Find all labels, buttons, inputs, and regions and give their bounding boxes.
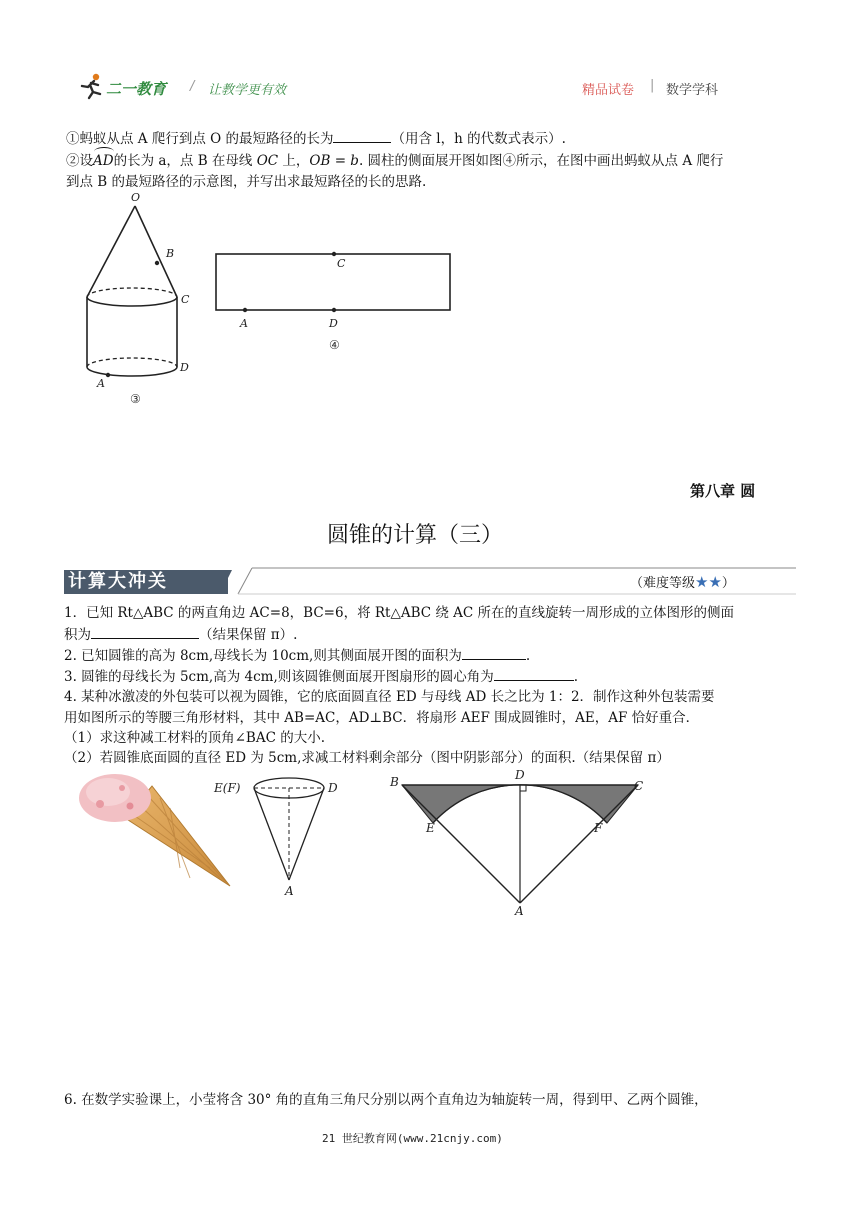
answer-blank: [91, 624, 199, 639]
tri-label-d: D: [515, 768, 525, 782]
slogan-divider: /: [190, 79, 195, 94]
fig4-caption: ④: [329, 338, 340, 352]
star-icon: ★★: [695, 573, 722, 591]
cone-label-ef: E(F): [214, 781, 241, 795]
difficulty-label: （难度等级: [630, 576, 696, 591]
q2-ob: OB = b: [309, 153, 359, 169]
header-label-boutique: 精品试卷: [582, 83, 635, 98]
q2-text-a: ②设: [66, 153, 93, 169]
slogan: 让教学更有效: [208, 83, 287, 98]
tri-label-a: A: [515, 904, 524, 916]
problem-3: [64, 666, 578, 687]
figure-3-cone-cylinder: [78, 190, 208, 410]
q1-suffix: （用含 l，h 的代数式表示）.: [391, 131, 566, 147]
p2-period: .: [525, 648, 531, 664]
problem-1-line-2: [64, 624, 297, 645]
answer-blank: [333, 128, 391, 143]
figure-4-rectangle: [208, 246, 458, 354]
p1-text-a: 积为: [64, 627, 91, 643]
problem-4-sub-2: （2）若圆锥底面圆的直径 ED 为 5cm,求减工材料剩余部分（图中阴影部分）的面积.（结果保留 π）: [64, 750, 670, 766]
runner-logo-icon: [78, 72, 106, 100]
question-2-line-1: [66, 151, 723, 171]
difficulty-rating: [630, 572, 735, 591]
header: [0, 60, 860, 110]
fig4-label-a: A: [240, 317, 248, 330]
fig3-caption: ③: [130, 392, 141, 406]
p2-text: 2. 已知圆锥的高为 8cm,母线长为 10cm,则其侧面展开图的面积为: [64, 648, 462, 664]
figure-triangle-sector: [382, 768, 652, 916]
answer-blank: [494, 666, 574, 681]
chapter-label: 第八章 圆: [690, 482, 756, 500]
q2-text-d: . 圆柱的侧面展开图如图④所示，在图中画出蚂蚁从点 A 爬行: [358, 153, 724, 169]
fig4-label-c: C: [337, 257, 346, 270]
p1-text-b: （结果保留 π）.: [199, 627, 298, 643]
fig3-label-o: O: [131, 191, 141, 204]
question-1-line: [66, 128, 566, 149]
section-banner-label: 计算大冲关: [64, 570, 228, 594]
header-label-subject: 数学学科: [666, 83, 719, 98]
q1-text: ①蚂蚁从点 A 爬行到点 O 的最短路径的长为: [66, 131, 334, 147]
cone-label-d: D: [328, 781, 338, 795]
fig3-label-d: D: [180, 361, 189, 374]
p3-period: .: [573, 669, 579, 685]
problem-4-line-2: 用如图所示的等腰三角形材料，其中 AB=AC，AD⊥BC．将扇形 AEF 围成圆锥时，AE，AF 恰好重合．: [64, 710, 700, 726]
header-bar: |: [650, 78, 655, 93]
tri-label-e: E: [426, 821, 435, 835]
fig3-label-c: C: [181, 293, 190, 306]
q2-text-b: 的长为 a，点 B 在母线: [113, 153, 253, 169]
difficulty-close: ）: [721, 576, 735, 591]
answer-blank: [462, 645, 526, 660]
arc-ad: AD: [93, 151, 114, 171]
tri-label-b: B: [390, 775, 399, 789]
logo-text: 二一教育: [106, 81, 167, 98]
fig3-label-b: B: [166, 247, 175, 260]
problem-4-sub-1: （1）求这种减工材料的顶角∠BAC 的大小.: [64, 730, 325, 746]
p3-text: 3. 圆锥的母线长为 5cm,高为 4cm,则该圆锥侧面展开图扇形的圆心角为: [64, 669, 494, 685]
fig4-label-d: D: [329, 317, 338, 330]
problem-6: 6. 在数学实验课上，小莹将含 30° 角的直角三角尺分别以两个直角边为轴旋转一周，得到甲、乙两个圆锥，: [64, 1092, 708, 1108]
question-2-line-2: 到点 B 的最短路径的示意图，并写出求最短路径的长的思路.: [66, 174, 427, 190]
tri-label-f: F: [594, 821, 603, 835]
fig3-label-a: A: [97, 377, 105, 390]
tri-label-c: C: [634, 779, 644, 793]
problem-1-line-1: 1．已知 Rt△ABC 的两直角边 AC=8，BC=6，将 Rt△ABC 绕 AC 所在的直线旋转一周形成的立体图形的侧面: [64, 605, 735, 621]
cone-label-a: A: [285, 884, 294, 898]
footer: 21 世纪教育网(www.21cnjy.com): [322, 1132, 503, 1145]
page-title: 圆锥的计算（三）: [327, 523, 504, 548]
section-banner: [64, 566, 796, 596]
figure-cone: [212, 768, 352, 908]
problem-2: [64, 645, 530, 666]
q2-text-c: 上，: [282, 153, 310, 169]
q2-oc: OC: [256, 153, 279, 169]
problem-4-line-1: 4. 某种冰激凌的外包装可以视为圆锥，它的底面圆直径 ED 与母线 AD 长之比为 1：2．制作这种外包装需要: [64, 689, 715, 705]
